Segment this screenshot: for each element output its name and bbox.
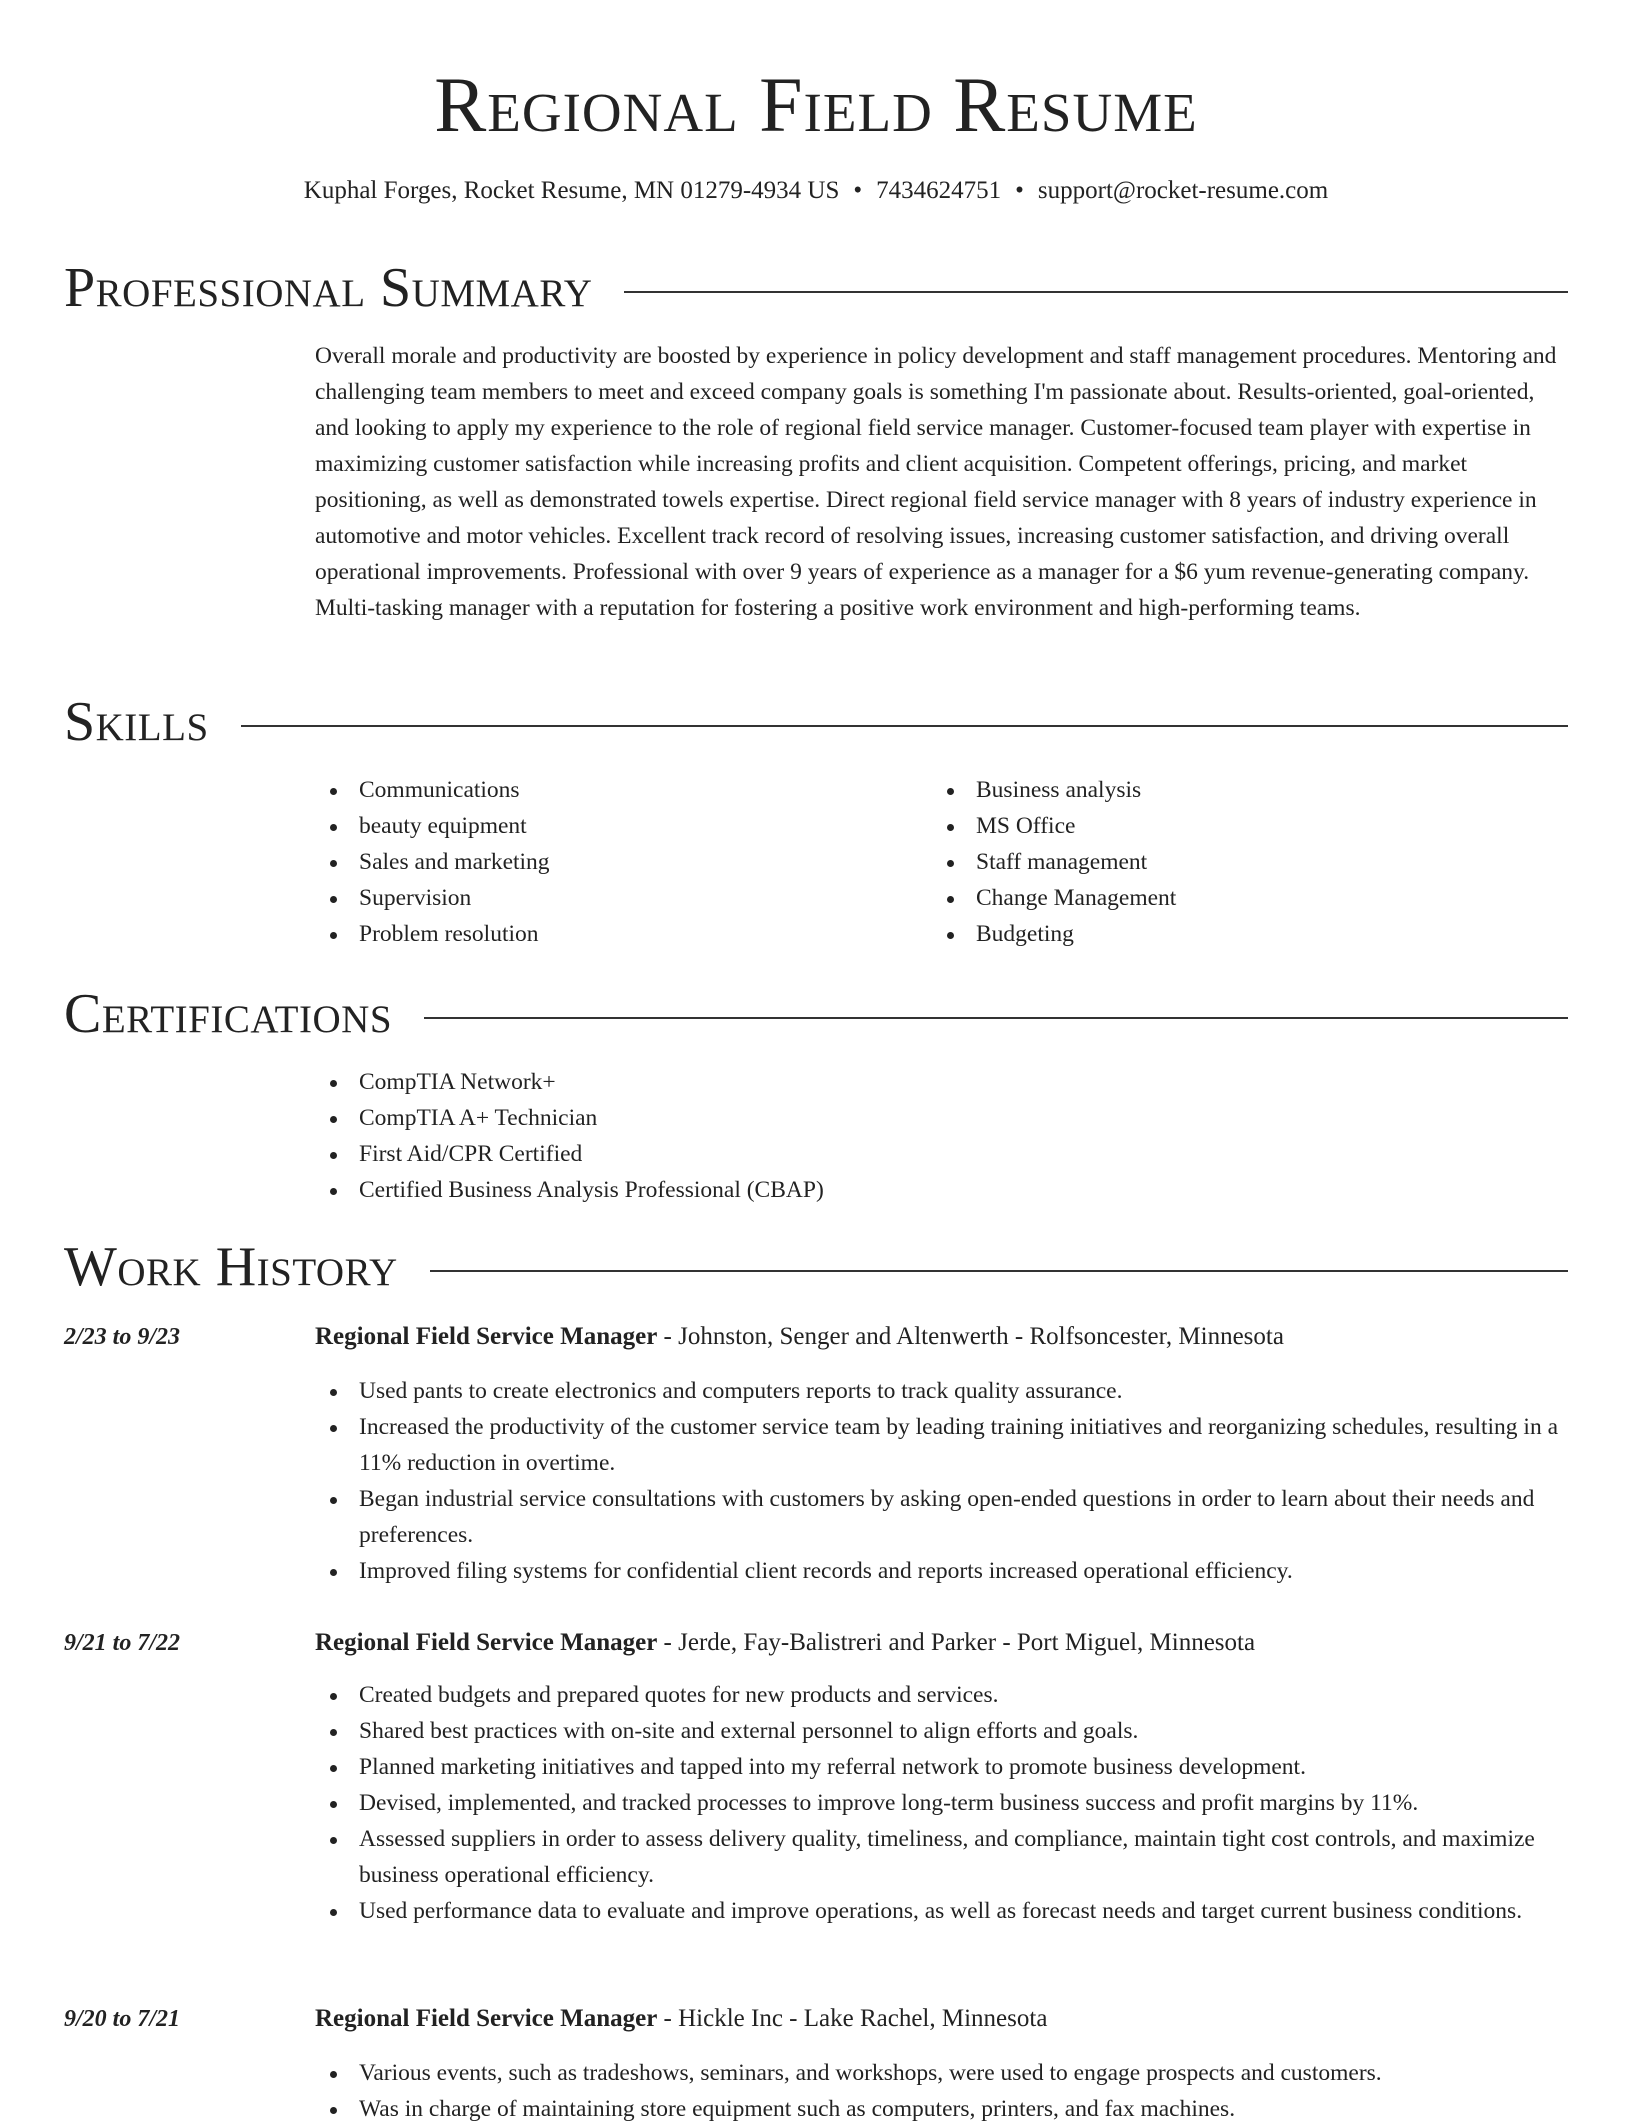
- section-divider: [624, 291, 1568, 293]
- contact-address: Kuphal Forges, Rocket Resume, MN 01279-4934 US: [303, 177, 840, 204]
- job-bullet: Improved filing systems for confidential client records and reports increased operational efficiency.: [315, 1553, 1570, 1589]
- skill-item: Communications: [315, 772, 915, 808]
- contact-separator: •: [1015, 177, 1024, 204]
- contact-separator: •: [853, 177, 863, 204]
- certification-item: CompTIA Network+: [315, 1064, 1570, 1100]
- skill-item: Budgeting: [932, 916, 1532, 952]
- job-company-location: - Johnston, Senger and Altenwerth - Rolfsoncester, Minnesota: [657, 1323, 1284, 1350]
- job-bullet: Increased the productivity of the customer service team by leading training initiatives and reorganizing schedules, resulting in a 11% reduction in overtime.: [315, 1409, 1570, 1481]
- section-divider: [241, 725, 1568, 727]
- job-bullet: Used pants to create electronics and computers reports to track quality assurance.: [315, 1373, 1570, 1409]
- skill-item: Change Management: [932, 880, 1532, 916]
- section-title-skills: Skills: [64, 691, 209, 753]
- job-header: [315, 1319, 1284, 1355]
- job-bullet: Began industrial service consultations with customers by asking open-ended questions in order to learn about their needs and preferences.: [315, 1481, 1570, 1553]
- certification-item: Certified Business Analysis Professional (CBAP): [315, 1172, 1570, 1208]
- certification-item: First Aid/CPR Certified: [315, 1136, 1570, 1172]
- skill-item: beauty equipment: [315, 808, 915, 844]
- skill-item: MS Office: [932, 808, 1532, 844]
- job-title: Regional Field Service Manager: [315, 2005, 658, 2032]
- job-bullet: Created budgets and prepared quotes for new products and services.: [315, 1677, 1570, 1713]
- job-bullet: Various events, such as tradeshows, seminars, and workshops, were used to engage prospects and customers.: [315, 2055, 1570, 2091]
- certifications-list: [315, 1064, 1570, 1208]
- job-company-location: - Hickle Inc - Lake Rachel, Minnesota: [657, 2005, 1048, 2032]
- document-title: Regional Field Resume: [434, 61, 1198, 148]
- section-header-summary: [64, 258, 1568, 318]
- job-bullets: [315, 1373, 1570, 1589]
- section-header-certifications: [64, 984, 1568, 1044]
- section-title-summary: Professional Summary: [64, 257, 593, 319]
- job-title: Regional Field Service Manager: [315, 1323, 658, 1350]
- contact-line: [0, 175, 1632, 207]
- job-company-location: - Jerde, Fay-Balistreri and Parker - Port Miguel, Minnesota: [657, 1629, 1256, 1656]
- job-dates: 9/20 to 7/21: [64, 2006, 181, 2032]
- skill-item: Supervision: [315, 880, 915, 916]
- contact-email: support@rocket-resume.com: [1037, 177, 1329, 204]
- job-bullet: Shared best practices with on-site and external personnel to align efforts and goals.: [315, 1713, 1570, 1749]
- job-header: [315, 2001, 1047, 2037]
- section-header-skills: [64, 692, 1568, 752]
- job-bullet: Was in charge of maintaining store equipment such as computers, printers, and fax machines.: [315, 2091, 1570, 2127]
- skill-item: Problem resolution: [315, 916, 915, 952]
- section-title-work-history: Work History: [64, 1236, 398, 1298]
- section-title-certifications: Certifications: [64, 983, 393, 1045]
- contact-phone: 7434624751: [876, 177, 1002, 204]
- job-bullet: Planned marketing initiatives and tapped into my referral network to promote business development.: [315, 1749, 1570, 1785]
- section-header-work-history: [64, 1237, 1568, 1297]
- skill-item: Sales and marketing: [315, 844, 915, 880]
- skills-list-left: [315, 772, 915, 952]
- job-bullet: Assessed suppliers in order to assess delivery quality, timeliness, and compliance, maintain tight cost controls, and maximize business operational efficiency.: [315, 1821, 1570, 1893]
- job-dates: 9/21 to 7/22: [64, 1630, 181, 1656]
- job-bullet: Devised, implemented, and tracked processes to improve long-term business success and profit margins by 11%.: [315, 1785, 1570, 1821]
- skill-item: Staff management: [932, 844, 1532, 880]
- job-bullet: Used performance data to evaluate and improve operations, as well as forecast needs and target current business conditions.: [315, 1893, 1570, 1929]
- skill-item: Business analysis: [932, 772, 1532, 808]
- skills-list-right: [932, 772, 1532, 952]
- summary-text: Overall morale and productivity are boosted by experience in policy development and staff management procedures. Mentoring and challenging team members to meet and exceed company goals is something I'm passionate about. Results-oriented, goal-oriented, and looking to apply my experience to the role of regional field service manager. Customer-focused team player with expertise in maximizing customer satisfaction while increasing profits and client acquisition. Competent offerings, pricing, and market positioning, as well as demonstrated towels expertise. Direct regional field service manager with 8 years of industry experience in automotive and motor vehicles. Excellent track record of resolving issues, increasing customer satisfaction, and driving overall operational improvements. Professional with over 9 years of experience as a manager for a $6 yum revenue-generating company. Multi-tasking manager with a reputation for fostering a positive work environment and high-performing teams.: [315, 343, 1557, 621]
- section-divider: [424, 1017, 1568, 1019]
- job-title: Regional Field Service Manager: [315, 1629, 658, 1656]
- job-header: [315, 1625, 1255, 1661]
- job-bullets: [315, 2055, 1570, 2127]
- job-dates: 2/23 to 9/23: [64, 1324, 181, 1350]
- job-bullets: [315, 1677, 1570, 1929]
- section-divider: [430, 1270, 1568, 1272]
- certification-item: CompTIA A+ Technician: [315, 1100, 1570, 1136]
